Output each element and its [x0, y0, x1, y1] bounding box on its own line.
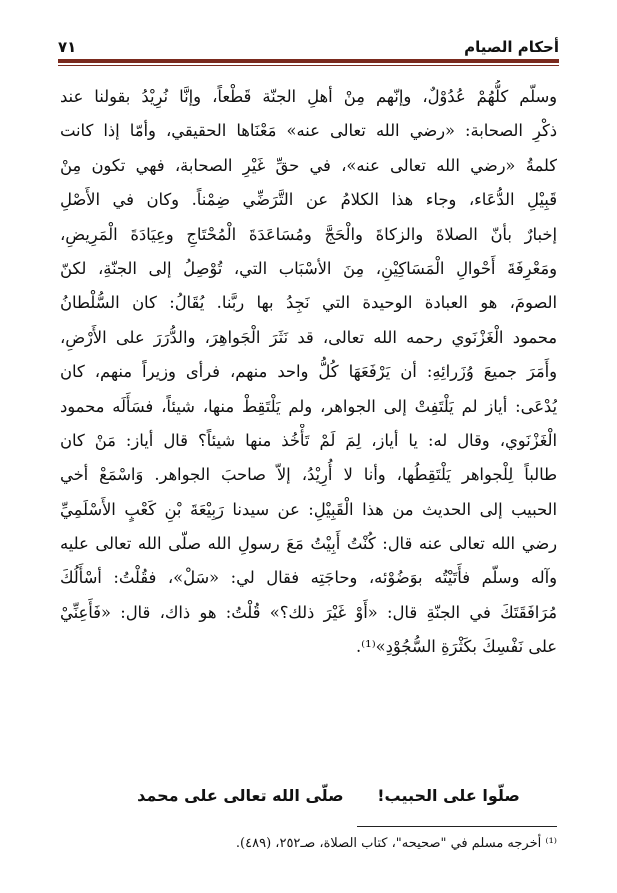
- page-header: [58, 30, 559, 56]
- closing-salutation: [60, 786, 557, 805]
- page-number: ٧١: [58, 38, 77, 56]
- text-line: طالباً لِلْجواهر يَلْتَقِطُها، وأنا لا أُرِيْدُ، إلاّ صاحبَ الجواهر. وَاسْمَعْ أخي: [60, 465, 557, 485]
- running-title: أحكام الصيام: [464, 38, 559, 56]
- text-line: الْغَزْنَوي، وقال له: يا أياز، لِمَ لَمْ تَأْخُذ منها شيئاً؟ قال أياز: مَنْ كان: [60, 430, 557, 450]
- closing-part-1: صلّوا على الحبيب!: [377, 786, 520, 805]
- text-line: كلمةُ «رضي الله تعالى عنه»، في حقِّ غَيْرِ الصحابة، فهي تكون مِنْ: [60, 155, 557, 175]
- text-line: الصومَ، هو العبادة الوحيدة التي نَجِدُ بها ربَّنا. يُقَالُ: كان السُّلْطانُ: [60, 293, 557, 313]
- text-line: وسلّم كلُّهُمْ عُدُوْلٌ، وإنّهم مِنْ أهلِ الجنّة قَطْعاً، وإنَّا نُرِيْدُ بقولنا عند: [60, 87, 557, 106]
- body-text: [60, 80, 557, 665]
- text-line: الحبيب إلى الحديث من هذا الْقَبِيْلِ: عن سيدنا رَبِيْعَةَ بْنِ كَعْبٍ الأَسْلَمِيِّ: [60, 499, 557, 519]
- header-rule-thin: [58, 65, 559, 66]
- text-line: مُرَافَقَتَكَ في الجنّةِ قال: «أَوْ غَيْرَ ذلك؟» قُلْتُ: هو ذاك، قال: «فَأَعِنِّيْ: [60, 602, 557, 622]
- footnote: ⁽¹⁾ أخرجه مسلم في "صحيحه"، كتاب الصلاة، صـ٢٥٢، (٤٨٩).: [235, 836, 557, 851]
- text-line: قَبِيْلِ الدُّعَاء، وجاء هذا الكلامُ عن التَّرَضِّي ضِمْناً. وكان في الأَصْلِ: [60, 190, 557, 210]
- text-line: محمود الْغَزْنَوي رحمه الله تعالى، قد نَثَرَ الْجَواهِرَ، والدُّرَرَ على الأَرْضِ،: [60, 327, 557, 347]
- text-line: على نَفْسِكَ بكَثْرَةِ السُّجُوْدِ»⁽¹⁾.: [355, 637, 557, 657]
- closing-part-2: صلّى الله تعالى على محمد: [137, 786, 344, 805]
- text-line: وأَمَرَ جميعَ وُزَرائِهِ: أن يَرْفَعَهَا كُلُّ واحد منهم، فرأى وزيراً منهم، كان: [60, 362, 557, 382]
- text-line: يُدْعَى: أياز لم يَلْتَفِتْ إلى الجواهر، ولم يَلْتَقِطْ منها، شيئاً، فسَأَلَه محمود: [60, 396, 557, 416]
- footnote-divider: [357, 826, 557, 827]
- text-line: رضي الله تعالى عنه قال: كُنْتُ أَبِيْتُ مَعَ رسولِ الله صلّى الله تعالى عليه: [60, 534, 557, 554]
- header-rule-thick: [58, 59, 559, 63]
- text-line: وآله وسلّم فأَتَيْتُه بوَضُوْئه، وحاجَتِه فقال لي: «سَلْ»، فقُلْتُ: أسْأَلُكَ: [60, 568, 557, 588]
- text-line: ومَعْرِفَةَ أَحْوالِ الْمَسَاكِيْنِ، مِنَ الأسْبَاب التي، تُوْصِلُ إلى الجنّةِ، لكنّ: [60, 258, 557, 278]
- text-line: ذكْرِ الصحابة: «رضي الله تعالى عنه» مَعْنَاها الحقيقي، وأمّا إذا كانت: [60, 121, 557, 141]
- text-line: إخبارٌ بأنّ الصلاةَ والزكاةَ والْحَجَّ ومُسَاعَدَةَ الْمُحْتَاجِ وعِيَادَةَ الْمَرِيضِ،: [60, 224, 557, 244]
